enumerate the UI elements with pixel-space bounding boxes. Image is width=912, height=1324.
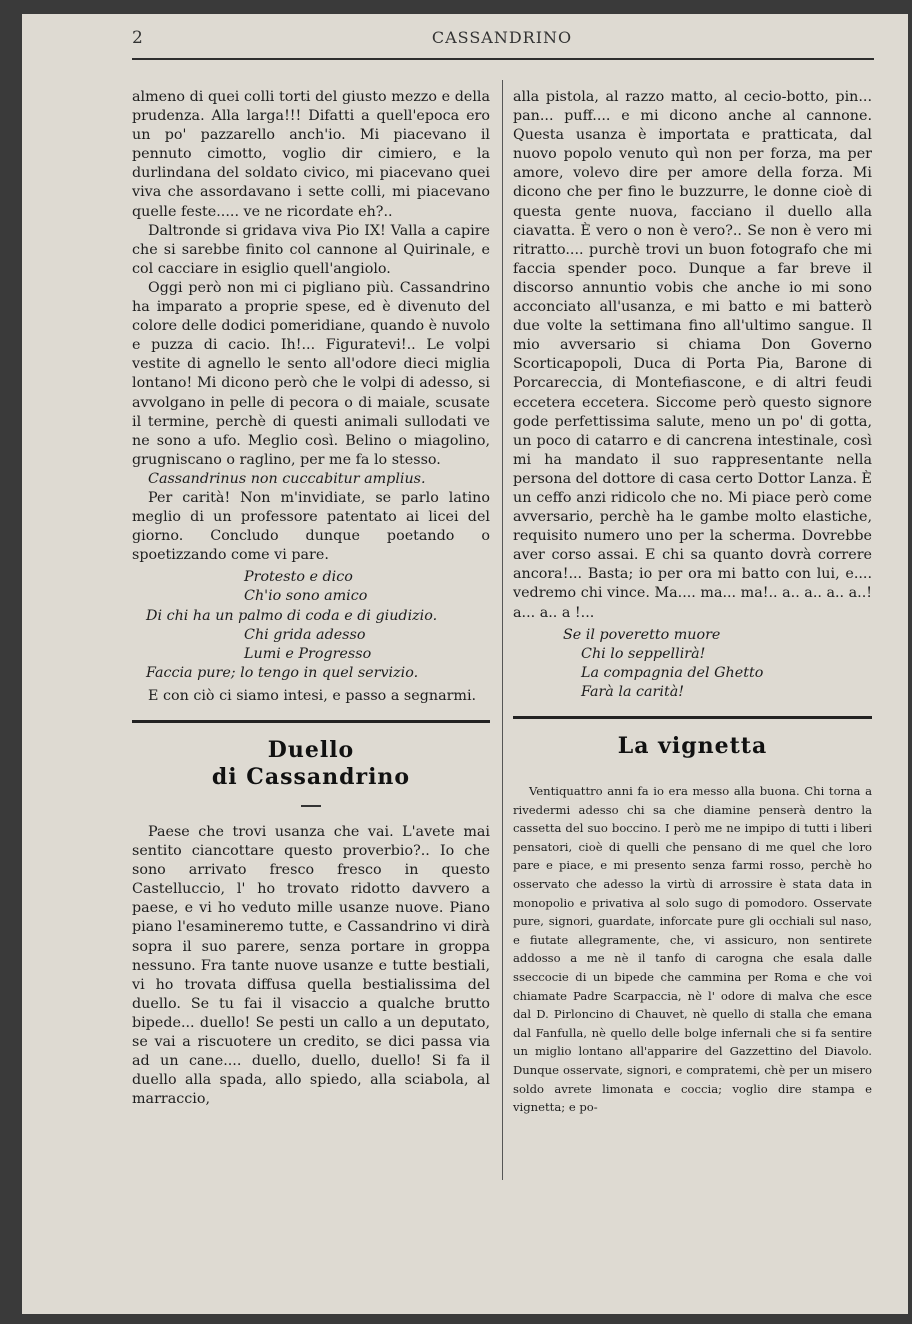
title-dash bbox=[301, 805, 321, 807]
vignetta-text: Ventiquattro anni fa io era messo alla buona. Chi torna a rivedermi adesso chi sa che diamine penserà dentro la cassetta del suo boccino. I però me ne impipo di tutti i liberi pensatori, cioè di quelli che pensano di me quel che loro pare e piace, e mi presento senza farmi rosso, perchè ho osservato che adesso la virtù di arrossire è stata data in monopolio e privativa al solo sugo di pomodoro. Osservate pure, signori, guardate, inforcate pure gli occhiali sul naso, e fiutate allegramente, che, vi assicuro, non sentirete addosso a me nè il tanfo di carogna che esala dalle sseccocie di un bipede che cammina per Roma e che voi chiamate Padre Scarpaccia, nè l' odore di malva che esce dal D. Pirloncino di Chauvet, nè quello di stalla che emana dal Fanfulla, nè quello delle bolge infernali che si fa sentire un miglio lontano all'apparire del Gazzettino del Diavolo. Dunque osservate, signori, e compratemi, chè per un misero soldo avrete limonata e coccia; voglio dire stampa e vignetta; e po- bbox=[513, 784, 872, 1115]
paragraph: alla pistola, al razzo matto, al cecio-botto, pin... pan... puff.... e mi dicono anche al cannone. Questa usanza è importata e pratticata, dal nuovo popolo venuto quì non per forza, ma per amore, volevo dire per amore della forza. Mi dicono che per fino le buzzurre, le donne cioè di questa gente nuova, facciano il duello alla ciavatta. È vero o non è vero?.. Se non è vero mi ritratto.... purchè trovi un buon fotografo che mi faccia spender poco. Dunque a far breve il discorso annuntio vobis che anche io mi sono acconciato all'usanza, e mi batto e mi batterò due volte la settimana fino all'ultimo sangue. Il mio avversario si chiama Don Governo Scorticapopoli, Duca di Porta Pia, Barone di Porcareccia, di Montefiascone, e di altri feudi eccetera eccetera. Siccome però questo signore gode perfettissima salute, meno un po' di gotta, un poco di catarro e di cancrena intestinale, così mi ha mandato il suo rappresentante nella persona del dottore di casa certo Dottor Lanza. È un ceffo anzi ridicolo che no. Mi piace però come avversario, perchè ha le gambe molto elastiche, requisito numero uno per la scherma. Dovrebbe aver corso assai. E chi sa quanto dovrà correre ancora!... Basta; io per ora mi batto con lui, e.... vedremo chi vince. Ma.... ma... ma!.. a.. a.. a.. a..! a... a.. a !... bbox=[513, 89, 872, 621]
poem-line: Se il poveretto muore bbox=[563, 626, 721, 643]
poem-line: Lumi e Progresso bbox=[244, 645, 372, 662]
section-title: La vignetta bbox=[617, 733, 768, 759]
poem-line: Chi lo seppellirà! bbox=[581, 645, 706, 662]
section-rule bbox=[132, 720, 490, 723]
right-column bbox=[513, 88, 872, 1117]
poem-line: Chi grida adesso bbox=[244, 626, 366, 643]
page-number: 2 bbox=[132, 28, 143, 48]
poem-line: Ch'io sono amico bbox=[244, 588, 368, 605]
left-column bbox=[132, 88, 490, 1109]
running-head: CASSANDRINO bbox=[431, 28, 573, 47]
section-rule bbox=[513, 716, 872, 719]
column-divider bbox=[502, 80, 503, 1180]
paragraph: Daltronde si gridava viva Pio IX! Valla a capire che si sarebbe finito col cannone al Quirinale, e col cacciare in esiglio quell'angiolo. bbox=[132, 222, 490, 277]
paragraph: Paese che trovi usanza che vai. L'avete mai sentito ciancottare questo proverbio?.. Io che sono arrivato fresco fresco in questo Castelluccio, l' ho trovato ridotto davvero a paese, e vi ho veduto mille usanze nuove. Piano piano l'esamineremo tutte, e Cassandrino vi dirà sopra il suo parere, senza portare in groppa nessuno. Fra tante nuove usanze e tutte bestiali, vi ho trovata diffusa quella bestialissima del duello. Se tu fai il visaccio a qualche brutto bipede... duello! Se pesti un callo a un deputato, se vai a riscuotere un credito, se dici passa via ad un cane.... duello, duello, duello! Si fa il duello alla spada, allo spiedo, alla sciabola, al marraccio, bbox=[132, 824, 490, 1108]
poem-line: Protesto e dico bbox=[244, 569, 353, 586]
poem-line: Di chi ha un palmo di coda e di giudizio. bbox=[146, 607, 438, 624]
paragraph: almeno di quei colli torti del giusto mezzo e della prudenza. Alla larga!!! Difatti a quell'epoca ero un po' pazzarello anch'io. Mi piacevano il pennuto cimotto, voglio dir cimiero, e la durlindana del soldato civico, mi piacevano quei viva che assordavano i sette colli, mi piacevano quelle feste..... ve ne ricordate eh?.. bbox=[132, 89, 490, 220]
poem-line: La compagnia del Ghetto bbox=[581, 664, 764, 681]
page-header bbox=[132, 22, 874, 62]
header-rule bbox=[132, 58, 874, 60]
poem bbox=[132, 568, 490, 683]
poem bbox=[513, 626, 872, 702]
paragraph: E con ciò ci siamo intesi, e passo a segnarmi. bbox=[148, 687, 477, 704]
poem-line: Farà la carità! bbox=[581, 683, 684, 700]
poem-line: Faccia pure; lo tengo in quel servizio. bbox=[146, 664, 419, 681]
paragraph: Oggi però non mi ci pigliano più. Cassandrino ha imparato a proprie spese, ed è divenuto del colore delle dodici pomeridiane, quando è nuvolo e puzza di cacio. Ih!... Figuratevi!.. Le volpi vestite di agnello le sento all'odore dieci miglia lontano! Mi dicono però che le volpi di adesso, si avvolgano in pelle di pecora o di maiale, scusate il termine, perchè di questi animali sullodati ve ne sono a ufo. Meglio così. Belino o miagolino, grugniscano o raglino, per me fa lo stesso. bbox=[132, 279, 490, 468]
section-title: Duello di Cassandrino bbox=[211, 737, 411, 790]
latin-motto: Cassandrinus non cuccabitur amplius. bbox=[148, 470, 426, 487]
paragraph: Per carità! Non m'invidiate, se parlo latino meglio di un professore patentato ai licei del giorno. Concludo dunque poetando o spoetizzando come vi pare. bbox=[132, 489, 490, 564]
